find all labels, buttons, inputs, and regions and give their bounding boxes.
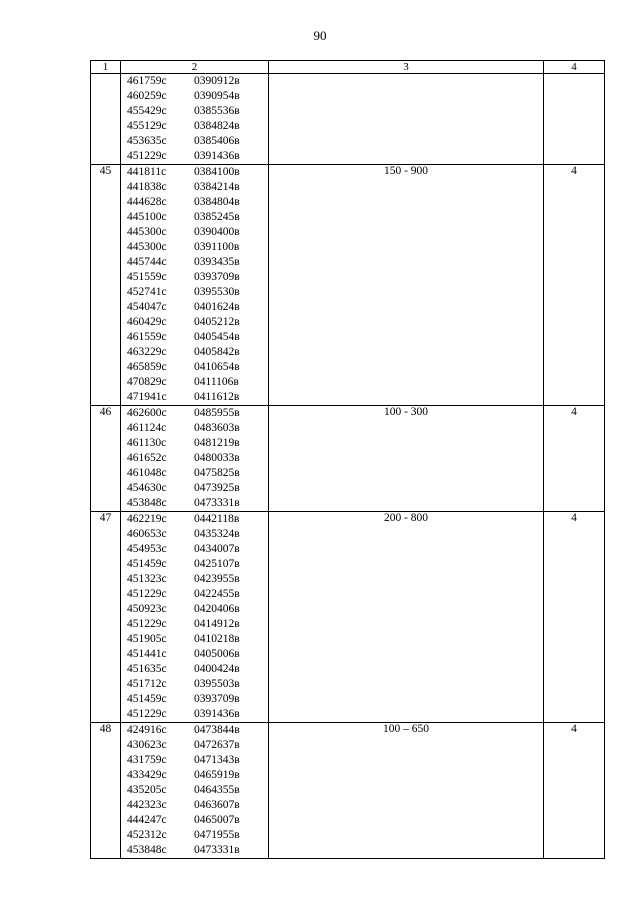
table-row bbox=[91, 165, 605, 406]
row-number-cell: 46 bbox=[91, 406, 121, 512]
latitude-value: 424916с bbox=[127, 724, 167, 736]
table-row bbox=[91, 723, 605, 859]
latitude-value: 460653с bbox=[127, 528, 167, 540]
longitude-value: 0384804в bbox=[194, 196, 240, 208]
coordinate-pair bbox=[121, 89, 268, 104]
coordinate-pair bbox=[121, 360, 268, 375]
latitude-value: 435205с bbox=[127, 784, 167, 796]
longitude-value: 0390912в bbox=[194, 75, 240, 87]
latitude-value: 445744с bbox=[127, 256, 167, 268]
latitude-value: 430623с bbox=[127, 739, 167, 751]
coordinate-pair bbox=[121, 225, 268, 240]
longitude-value: 0435324в bbox=[194, 528, 240, 540]
longitude-value: 0473925в bbox=[194, 482, 240, 494]
latitude-value: 454630с bbox=[127, 482, 167, 494]
longitude-value: 0434007в bbox=[194, 543, 240, 555]
header-cell: 1 bbox=[91, 61, 121, 74]
longitude-value: 0385536в bbox=[194, 105, 240, 117]
coordinates-cell bbox=[121, 74, 269, 165]
longitude-value: 0385245в bbox=[194, 211, 240, 223]
latitude-value: 454953с bbox=[127, 543, 167, 555]
longitude-value: 0390400в bbox=[194, 226, 240, 238]
coordinate-pair bbox=[121, 783, 268, 798]
longitude-value: 0480033в bbox=[194, 452, 240, 464]
longitude-value: 0473844в bbox=[194, 724, 240, 736]
coordinate-pair bbox=[121, 602, 268, 617]
longitude-value: 0405006в bbox=[194, 648, 240, 660]
latitude-value: 460429с bbox=[127, 316, 167, 328]
longitude-value: 0411106в bbox=[194, 376, 239, 388]
coordinate-pair bbox=[121, 165, 268, 180]
coordinate-pair bbox=[121, 466, 268, 481]
latitude-value: 470829с bbox=[127, 376, 167, 388]
longitude-value: 0472637в bbox=[194, 739, 240, 751]
latitude-value: 452741с bbox=[127, 286, 167, 298]
depth-range-cell: 100 - 300 bbox=[269, 406, 544, 512]
coordinate-pair bbox=[121, 828, 268, 843]
latitude-value: 444247с bbox=[127, 814, 167, 826]
coordinate-pair bbox=[121, 617, 268, 632]
longitude-value: 0473331в bbox=[194, 844, 240, 856]
header-cell: 2 bbox=[121, 61, 269, 74]
longitude-value: 0384100в bbox=[194, 166, 240, 178]
latitude-value: 461759с bbox=[127, 75, 167, 87]
coordinate-pair bbox=[121, 345, 268, 360]
longitude-value: 0414912в bbox=[194, 618, 240, 630]
longitude-value: 0391436в bbox=[194, 708, 240, 720]
coordinate-pair bbox=[121, 74, 268, 89]
latitude-value: 461048с bbox=[127, 467, 167, 479]
coordinate-pair bbox=[121, 707, 268, 722]
longitude-value: 0385406в bbox=[194, 135, 240, 147]
latitude-value: 453848с bbox=[127, 844, 167, 856]
coordinate-pair bbox=[121, 587, 268, 602]
longitude-value: 0393709в bbox=[194, 693, 240, 705]
coordinate-pair bbox=[121, 436, 268, 451]
table-row bbox=[91, 74, 605, 165]
latitude-value: 461124с bbox=[127, 422, 167, 434]
coordinate-pair bbox=[121, 149, 268, 164]
longitude-value: 0420406в bbox=[194, 603, 240, 615]
latitude-value: 445100с bbox=[127, 211, 167, 223]
table-header-row bbox=[91, 61, 605, 74]
latitude-value: 451229с bbox=[127, 618, 167, 630]
header-cell: 4 bbox=[544, 61, 605, 74]
latitude-value: 451559с bbox=[127, 271, 167, 283]
latitude-value: 451229с bbox=[127, 708, 167, 720]
coordinate-pair bbox=[121, 677, 268, 692]
latitude-value: 461559с bbox=[127, 331, 167, 343]
longitude-value: 0473331в bbox=[194, 497, 240, 509]
coordinate-pair bbox=[121, 557, 268, 572]
latitude-value: 451441с bbox=[127, 648, 167, 660]
category-cell bbox=[544, 74, 605, 165]
longitude-value: 0471955в bbox=[194, 829, 240, 841]
category-cell: 4 bbox=[544, 165, 605, 406]
coordinate-pair bbox=[121, 104, 268, 119]
latitude-value: 453635с bbox=[127, 135, 167, 147]
coordinate-pair bbox=[121, 813, 268, 828]
latitude-value: 454047с bbox=[127, 301, 167, 313]
latitude-value: 462219с bbox=[127, 513, 167, 525]
longitude-value: 0464355в bbox=[194, 784, 240, 796]
longitude-value: 0393709в bbox=[194, 271, 240, 283]
row-number-cell: 47 bbox=[91, 512, 121, 723]
longitude-value: 0465007в bbox=[194, 814, 240, 826]
latitude-value: 452312с bbox=[127, 829, 167, 841]
longitude-value: 0405212в bbox=[194, 316, 240, 328]
latitude-value: 455429с bbox=[127, 105, 167, 117]
longitude-value: 0442118в bbox=[194, 513, 240, 525]
longitude-value: 0390954в bbox=[194, 90, 240, 102]
latitude-value: 462600с bbox=[127, 407, 167, 419]
latitude-value: 455129с bbox=[127, 120, 167, 132]
depth-range-cell: 150 - 900 bbox=[269, 165, 544, 406]
latitude-value: 451229с bbox=[127, 150, 167, 162]
longitude-value: 0463607в bbox=[194, 799, 240, 811]
coordinate-pair bbox=[121, 768, 268, 783]
coordinate-pair bbox=[121, 119, 268, 134]
latitude-value: 451635с bbox=[127, 663, 167, 675]
latitude-value: 463229с bbox=[127, 346, 167, 358]
longitude-value: 0422455в bbox=[194, 588, 240, 600]
longitude-value: 0411612в bbox=[194, 391, 240, 403]
coordinate-pair bbox=[121, 843, 268, 858]
longitude-value: 0410218в bbox=[194, 633, 240, 645]
longitude-value: 0410654в bbox=[194, 361, 240, 373]
coordinate-pair bbox=[121, 300, 268, 315]
coordinate-pair bbox=[121, 512, 268, 527]
coordinate-pair bbox=[121, 210, 268, 225]
latitude-value: 451229с bbox=[127, 588, 167, 600]
longitude-value: 0384214в bbox=[194, 181, 240, 193]
coordinate-pair bbox=[121, 647, 268, 662]
longitude-value: 0483603в bbox=[194, 422, 240, 434]
coordinate-pair bbox=[121, 632, 268, 647]
longitude-value: 0395503в bbox=[194, 678, 240, 690]
latitude-value: 431759с bbox=[127, 754, 167, 766]
coordinate-pair bbox=[121, 180, 268, 195]
latitude-value: 444628с bbox=[127, 196, 167, 208]
coordinate-pair bbox=[121, 481, 268, 496]
coordinates-cell bbox=[121, 723, 269, 859]
latitude-value: 471941с bbox=[127, 391, 167, 403]
longitude-value: 0475825в bbox=[194, 467, 240, 479]
coordinates-table bbox=[90, 60, 605, 859]
row-number-cell bbox=[91, 74, 121, 165]
category-cell: 4 bbox=[544, 406, 605, 512]
coordinate-pair bbox=[121, 692, 268, 707]
longitude-value: 0425107в bbox=[194, 558, 240, 570]
coordinates-cell bbox=[121, 165, 269, 406]
header-cell: 3 bbox=[269, 61, 544, 74]
table-row bbox=[91, 512, 605, 723]
coordinate-pair bbox=[121, 723, 268, 738]
coordinate-pair bbox=[121, 255, 268, 270]
coordinate-pair bbox=[121, 195, 268, 210]
coordinate-pair bbox=[121, 753, 268, 768]
longitude-value: 0471343в bbox=[194, 754, 240, 766]
latitude-value: 445300с bbox=[127, 241, 167, 253]
coordinate-pair bbox=[121, 738, 268, 753]
coordinate-pair bbox=[121, 572, 268, 587]
latitude-value: 445300с bbox=[127, 226, 167, 238]
coordinate-pair bbox=[121, 662, 268, 677]
coordinate-pair bbox=[121, 496, 268, 511]
coordinates-cell bbox=[121, 512, 269, 723]
latitude-value: 453848с bbox=[127, 497, 167, 509]
longitude-value: 0391436в bbox=[194, 150, 240, 162]
coordinate-pair bbox=[121, 240, 268, 255]
coordinate-pair bbox=[121, 406, 268, 421]
latitude-value: 441838с bbox=[127, 181, 167, 193]
coordinate-pair bbox=[121, 390, 268, 405]
longitude-value: 0393435в bbox=[194, 256, 240, 268]
depth-range-cell: 100 – 650 bbox=[269, 723, 544, 859]
latitude-value: 451459с bbox=[127, 693, 167, 705]
row-number-cell: 48 bbox=[91, 723, 121, 859]
latitude-value: 461652с bbox=[127, 452, 167, 464]
longitude-value: 0400424в bbox=[194, 663, 240, 675]
longitude-value: 0465919в bbox=[194, 769, 240, 781]
row-number-cell: 45 bbox=[91, 165, 121, 406]
coordinate-pair bbox=[121, 798, 268, 813]
longitude-value: 0384824в bbox=[194, 120, 240, 132]
coordinate-pair bbox=[121, 421, 268, 436]
latitude-value: 433429с bbox=[127, 769, 167, 781]
latitude-value: 460259с bbox=[127, 90, 167, 102]
coordinate-pair bbox=[121, 134, 268, 149]
latitude-value: 451712с bbox=[127, 678, 167, 690]
longitude-value: 0391100в bbox=[194, 241, 240, 253]
latitude-value: 450923с bbox=[127, 603, 167, 615]
longitude-value: 0395530в bbox=[194, 286, 240, 298]
longitude-value: 0485955в bbox=[194, 407, 240, 419]
page-number: 90 bbox=[313, 28, 327, 43]
latitude-value: 451459с bbox=[127, 558, 167, 570]
latitude-value: 441811с bbox=[127, 166, 167, 178]
coordinate-pair bbox=[121, 451, 268, 466]
coordinate-pair bbox=[121, 285, 268, 300]
coordinate-pair bbox=[121, 315, 268, 330]
category-cell: 4 bbox=[544, 723, 605, 859]
longitude-value: 0401624в bbox=[194, 301, 240, 313]
latitude-value: 461130с bbox=[127, 437, 167, 449]
depth-range-cell bbox=[269, 74, 544, 165]
latitude-value: 465859с bbox=[127, 361, 167, 373]
depth-range-cell: 200 - 800 bbox=[269, 512, 544, 723]
latitude-value: 451323с bbox=[127, 573, 167, 585]
longitude-value: 0405842в bbox=[194, 346, 240, 358]
latitude-value: 451905с bbox=[127, 633, 167, 645]
coordinate-pair bbox=[121, 375, 268, 390]
category-cell: 4 bbox=[544, 512, 605, 723]
coordinate-pair bbox=[121, 270, 268, 285]
coordinate-pair bbox=[121, 527, 268, 542]
latitude-value: 442323с bbox=[127, 799, 167, 811]
longitude-value: 0405454в bbox=[194, 331, 240, 343]
longitude-value: 0423955в bbox=[194, 573, 240, 585]
coordinates-cell bbox=[121, 406, 269, 512]
longitude-value: 0481219в bbox=[194, 437, 240, 449]
coordinate-pair bbox=[121, 542, 268, 557]
table-row bbox=[91, 406, 605, 512]
coordinate-pair bbox=[121, 330, 268, 345]
